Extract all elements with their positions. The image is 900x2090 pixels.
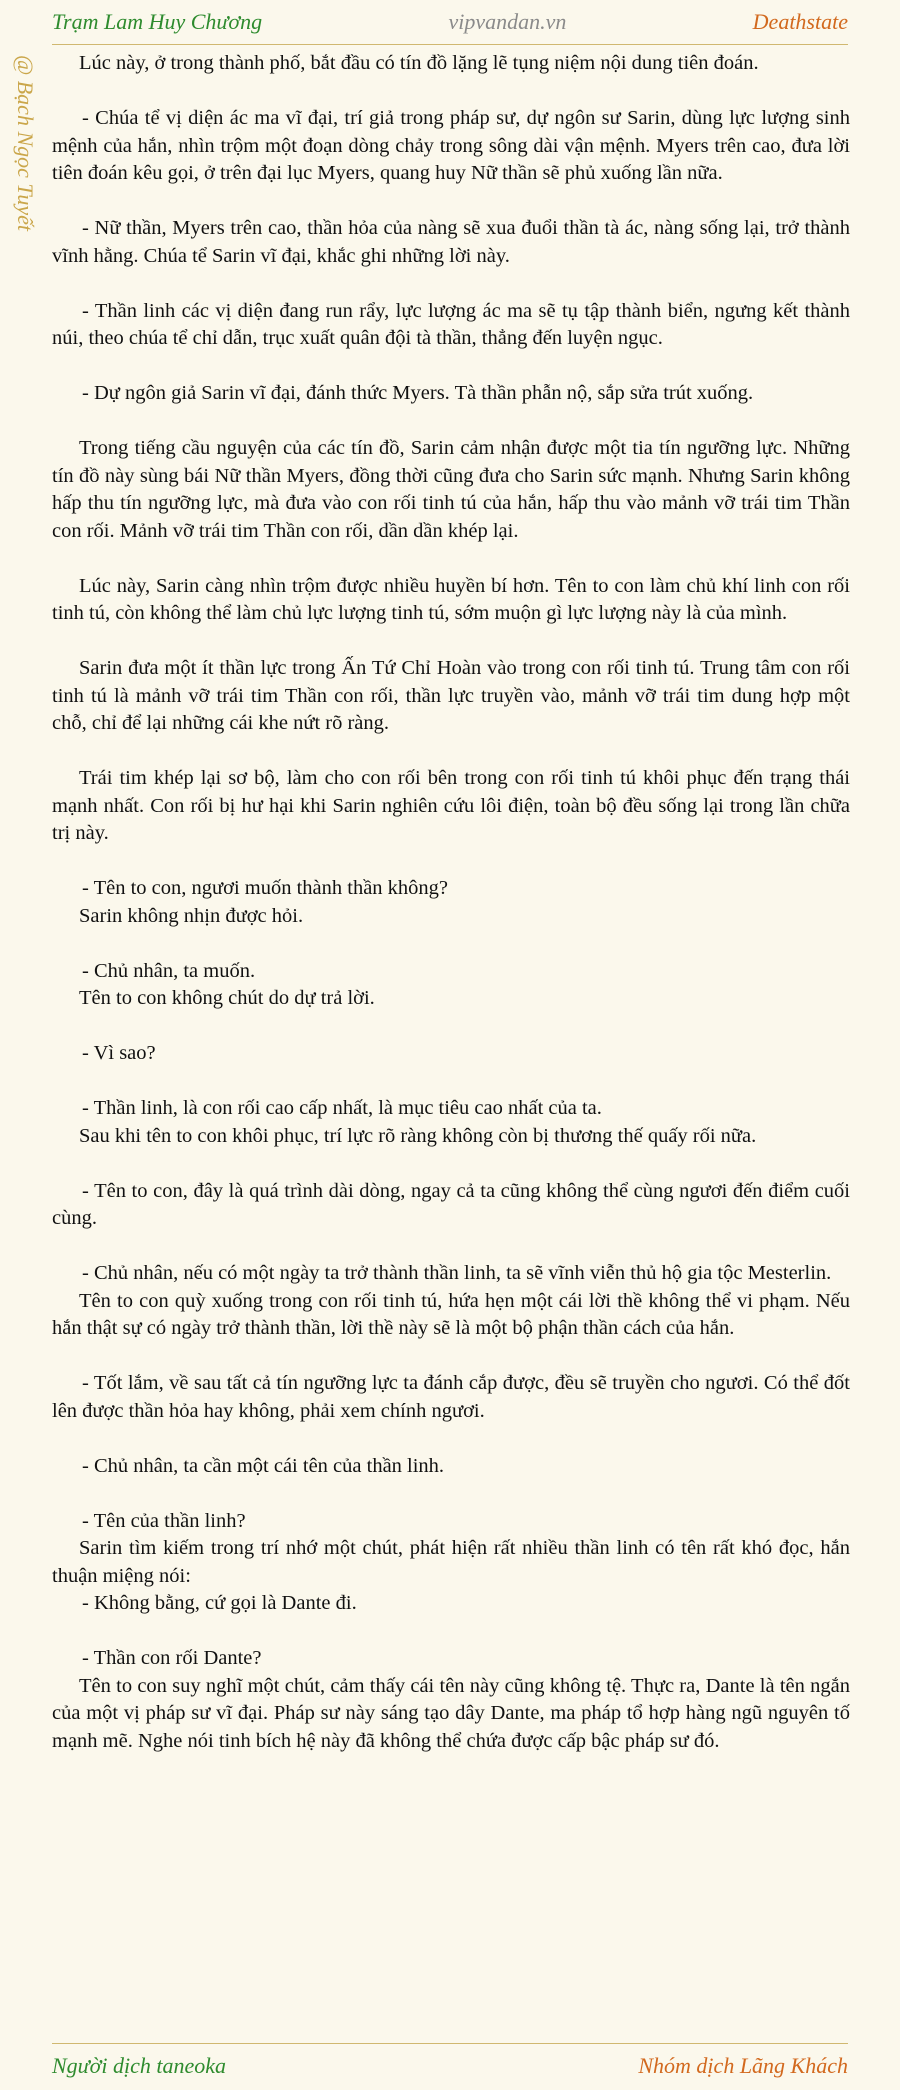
paragraph-gap — [52, 408, 850, 436]
header-divider — [52, 44, 848, 45]
paragraph-gap — [52, 1480, 850, 1508]
paragraph: Trong tiếng cầu nguyện của các tín đồ, Sarin cảm nhận được một tia tín ngưỡng lực. Những tín đồ này sùng bái Nữ thần Myers, đồng thời cũng đưa cho Sarin sức mạnh. Nhưng Sarin không hấp thu tín ngưỡng lực, mà đưa vào con rối tinh tú của hắn, hấp thu vào mảnh vỡ trái tim Thần con rối. Mảnh vỡ trái tim Thần con rối, dần dần khép lại. — [52, 437, 850, 542]
paragraph: - Tên to con, ngươi muốn thành thần không? — [82, 877, 449, 899]
footer-group: Nhóm dịch Lãng Khách — [638, 2053, 848, 2078]
paragraph: - Chủ nhân, ta muốn. — [82, 959, 256, 982]
footer-divider — [52, 2043, 848, 2044]
paragraph-gap — [52, 1233, 850, 1261]
side-watermark: @ Bạch Ngọc Tuyết — [13, 55, 38, 232]
paragraph-gap — [52, 628, 850, 656]
page-footer — [52, 2046, 848, 2086]
header-website: vipvandan.vn — [448, 9, 567, 34]
paragraph: - Tốt lắm, về sau tất cả tín ngưỡng lực ta đánh cắp được, đều sẽ truyền cho ngươi. Có thể đốt lên được thần hỏa hay không, phải xem chính ngươi. — [52, 1372, 850, 1422]
paragraph: - Dự ngôn giả Sarin vĩ đại, đánh thức Myers. Tà thần phẫn nộ, sắp sửa trút xuống. — [82, 382, 754, 404]
paragraph-gap — [52, 1068, 850, 1096]
paragraph: - Nữ thần, Myers trên cao, thần hỏa của nàng sẽ xua đuổi thần tà ác, nàng sống lại, trở thành vĩnh hằng. Chúa tể Sarin vĩ đại, khắc ghi những lời này. — [52, 217, 850, 267]
paragraph: - Chủ nhân, nếu có một ngày ta trở thành thần linh, ta sẽ vĩnh viễn thủ hộ gia tộc Mesterlin. — [82, 1262, 832, 1284]
paragraph: - Thần linh các vị diện đang run rẩy, lực lượng ác ma sẽ tụ tập thành biển, ngưng kết thành núi, theo chúa tể chỉ dẫn, trục xuất quân đội tà thần, thẳng đến luyện ngục. — [52, 299, 850, 349]
paragraph: Lúc này, Sarin càng nhìn trộm được nhiều huyền bí hơn. Tên to con làm chủ khí linh con rối tinh tú, còn không thể làm chủ lực lượng tinh tú, sớm muộn gì lực lượng này là của mình. — [52, 574, 850, 624]
paragraph: - Tên to con, đây là quá trình dài dòng, ngay cả ta cũng không thể cùng ngươi đến điểm cuối cùng. — [52, 1179, 850, 1229]
paragraph-gap — [52, 1425, 850, 1453]
paragraph: Sau khi tên to con khôi phục, trí lực rõ ràng không còn bị thương thế quấy rối nữa. — [79, 1124, 757, 1147]
paragraph-gap — [52, 1618, 850, 1646]
paragraph: Sarin tìm kiếm trong trí nhớ một chút, phát hiện rất nhiều thần linh có tên rất khó đọc, hắn thuận miệng nói: — [52, 1537, 850, 1587]
paragraph-gap — [52, 1150, 850, 1178]
paragraph: - Vì sao? — [82, 1042, 156, 1064]
header-site-name: Trạm Lam Huy Chương — [52, 9, 263, 34]
paragraph: Tên to con quỳ xuống trong con rối tinh tú, hứa hẹn một cái lời thề không thể vi phạm. Nếu hắn thật sự có ngày trở thành thần, lời thề này sẽ là một bộ phận thần cách của hắn. — [52, 1289, 850, 1339]
paragraph: - Không bằng, cứ gọi là Dante đi. — [82, 1592, 357, 1614]
paragraph: - Thần con rối Dante? — [82, 1647, 262, 1669]
paragraph-gap — [52, 188, 850, 216]
paragraph: Tên to con suy nghĩ một chút, cảm thấy cái tên này cũng không tệ. Thực ra, Dante là tên ngắn của một vị pháp sư vĩ đại. Pháp sư này sáng tạo dây Dante, ma pháp tổ hợp hàng ngũ nguyên tố mạnh mẽ. Nghe nói tinh bích hệ này đã không thể chứa được cấp bậc pháp sư đó. — [52, 1674, 850, 1752]
paragraph-gap — [52, 1343, 850, 1371]
footer-translator: Người dịch taneoka — [52, 2053, 227, 2078]
paragraph: Sarin đưa một ít thần lực trong Ấn Tứ Chỉ Hoàn vào trong con rối tinh tú. Trung tâm con rối tinh tú là mảnh vỡ trái tim Thần con rối, thần lực truyền vào, mảnh vỡ trái tim dung hợp một chỗ, chỉ để lại những cái khe nứt rõ ràng. — [52, 657, 850, 734]
page-header — [52, 0, 848, 44]
paragraph-gap — [52, 78, 850, 106]
paragraph-gap — [52, 738, 850, 766]
paragraph: - Thần linh, là con rối cao cấp nhất, là mục tiêu cao nhất của ta. — [82, 1097, 602, 1119]
paragraph-gap — [52, 848, 850, 876]
paragraph: Lúc này, ở trong thành phố, bắt đầu có tín đồ lặng lẽ tụng niệm nội dung tiên đoán. — [79, 52, 759, 74]
paragraph-gap — [52, 930, 850, 958]
paragraph-gap — [52, 270, 850, 298]
paragraph: Trái tim khép lại sơ bộ, làm cho con rối bên trong con rối tinh tú khôi phục đến trạng thái mạnh nhất. Con rối bị hư hại khi Sarin nghiên cứu lôi điện, toàn bộ đều sống lại trong lần chữa trị này. — [52, 767, 850, 844]
chapter-text — [52, 50, 850, 1755]
paragraph-gap — [52, 353, 850, 381]
paragraph: - Chúa tể vị diện ác ma vĩ đại, trí giả trong pháp sư, dự ngôn sư Sarin, dùng lực lượng sinh mệnh của hắn, nhìn trộm một đoạn dòng chảy trong sông dài vận mệnh. Myers trên cao, đưa lời tiên đoán kêu gọi, ở trên đại lục Myers, quang huy Nữ thần sẽ phủ xuống lần nữa. — [52, 107, 850, 184]
paragraph: Tên to con không chút do dự trả lời. — [79, 987, 375, 1009]
paragraph: - Chủ nhân, ta cần một cái tên của thần linh. — [82, 1454, 445, 1477]
paragraph: Sarin không nhịn được hỏi. — [79, 904, 304, 927]
paragraph-gap — [52, 1013, 850, 1041]
paragraph-gap — [52, 545, 850, 573]
paragraph: - Tên của thần linh? — [82, 1509, 246, 1532]
header-book-title: Deathstate — [752, 9, 848, 34]
